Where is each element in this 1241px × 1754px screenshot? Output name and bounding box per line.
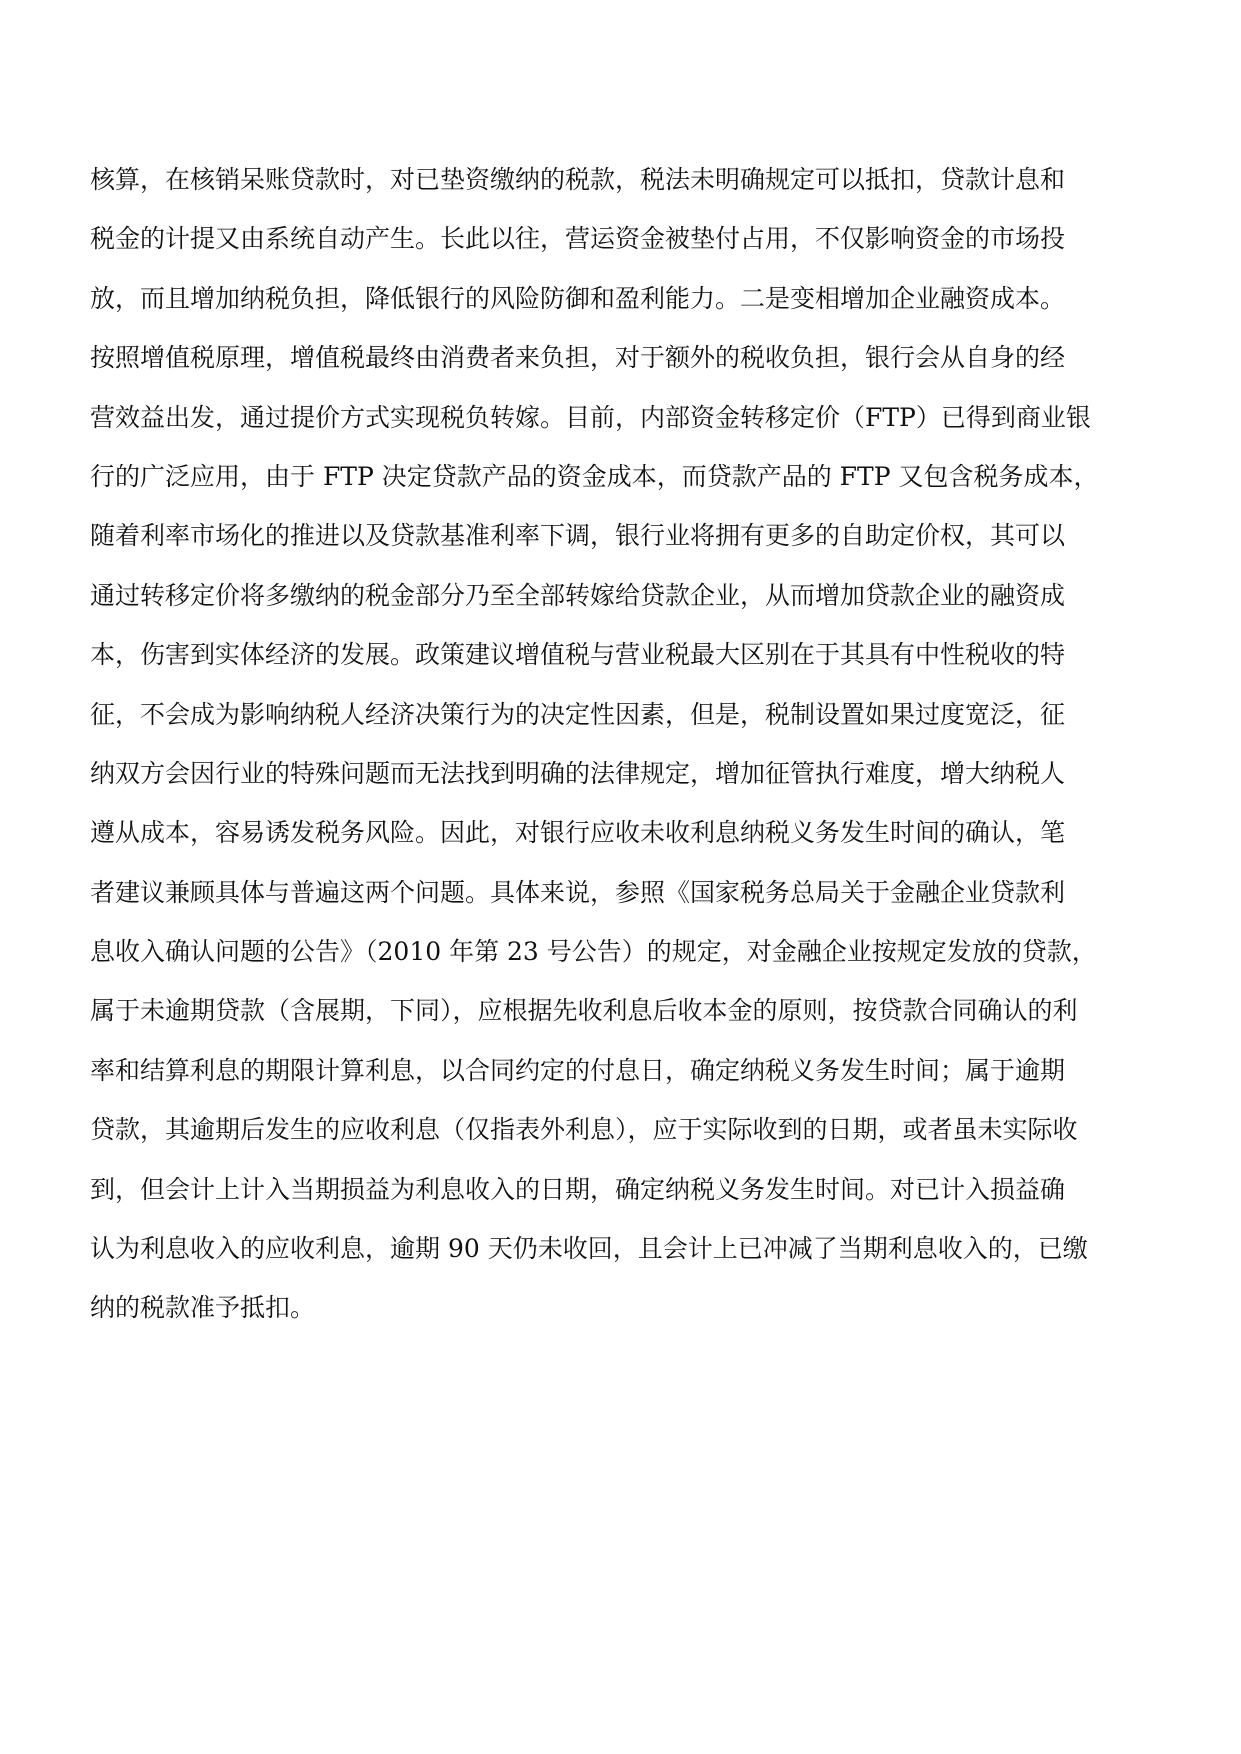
text-line: 税金的计提又由系统自动产生。长此以往，营运资金被垫付占用，不仅影响资金的市场投 — [90, 224, 1066, 254]
text-line: 通过转移定价将多缴纳的税金部分乃至全部转嫁给贷款企业，从而增加贷款企业的融资成 — [90, 580, 1066, 610]
text-line: 营效益出发，通过提价方式实现税负转嫁。目前，内部资金转移定价（FTP）已得到商业银 — [90, 402, 1091, 432]
text-line: 者建议兼顾具体与普遍这两个问题。具体来说，参照《国家税务总局关于金融企业贷款利 — [90, 877, 1066, 907]
text-line: 行的广泛应用，由于 FTP 决定贷款产品的资金成本，而贷款产品的 FTP 又包含税务成本， — [90, 461, 1099, 491]
text-line: 贷款，其逾期后发生的应收利息（仅指表外利息），应于实际收到的日期，或者虽未实际收 — [90, 1115, 1078, 1145]
text-line: 放，而且增加纳税负担，降低银行的风险防御和盈利能力。二是变相增加企业融资成本。 — [90, 283, 1066, 313]
text-line: 到，但会计上计入当期损益为利息收入的日期，确定纳税义务发生时间。对已计入损益确 — [90, 1174, 1066, 1204]
text-line: 纳双方会因行业的特殊问题而无法找到明确的法律规定，增加征管执行难度，增大纳税人 — [90, 758, 1066, 788]
text-line: 属于未逾期贷款（含展期，下同），应根据先收利息后收本金的原则，按贷款合同确认的利 — [90, 996, 1078, 1026]
text-line: 息收入确认问题的公告》（2010 年第 23 号公告）的规定，对金融企业按规定发放的贷款， — [90, 937, 1097, 967]
body-paragraph — [90, 150, 1160, 1338]
text-line: 按照增值税原理，增值税最终由消费者来负担，对于额外的税收负担，银行会从自身的经 — [90, 343, 1066, 373]
text-line: 核算，在核销呆账贷款时，对已垫资缴纳的税款，税法未明确规定可以抵扣，贷款计息和 — [90, 165, 1066, 194]
text-line: 随着利率市场化的推进以及贷款基准利率下调，银行业将拥有更多的自助定价权，其可以 — [90, 521, 1066, 551]
text-line: 纳的税款准予抵扣。 — [90, 1293, 316, 1323]
text-line: 本，伤害到实体经济的发展。政策建议增值税与营业税最大区别在于其具有中性税收的特 — [90, 640, 1066, 670]
text-line: 征，不会成为影响纳税人经济决策行为的决定性因素，但是，税制设置如果过度宽泛，征 — [90, 699, 1066, 729]
text-line: 认为利息收入的应收利息，逾期 90 天仍未收回，且会计上已冲减了当期利息收入的，已缴 — [90, 1234, 1088, 1264]
text-line: 遵从成本，容易诱发税务风险。因此，对银行应收未收利息纳税义务发生时间的确认，笔 — [90, 818, 1066, 848]
text-line: 率和结算利息的期限计算利息，以合同约定的付息日，确定纳税义务发生时间；属于逾期 — [90, 1055, 1066, 1085]
